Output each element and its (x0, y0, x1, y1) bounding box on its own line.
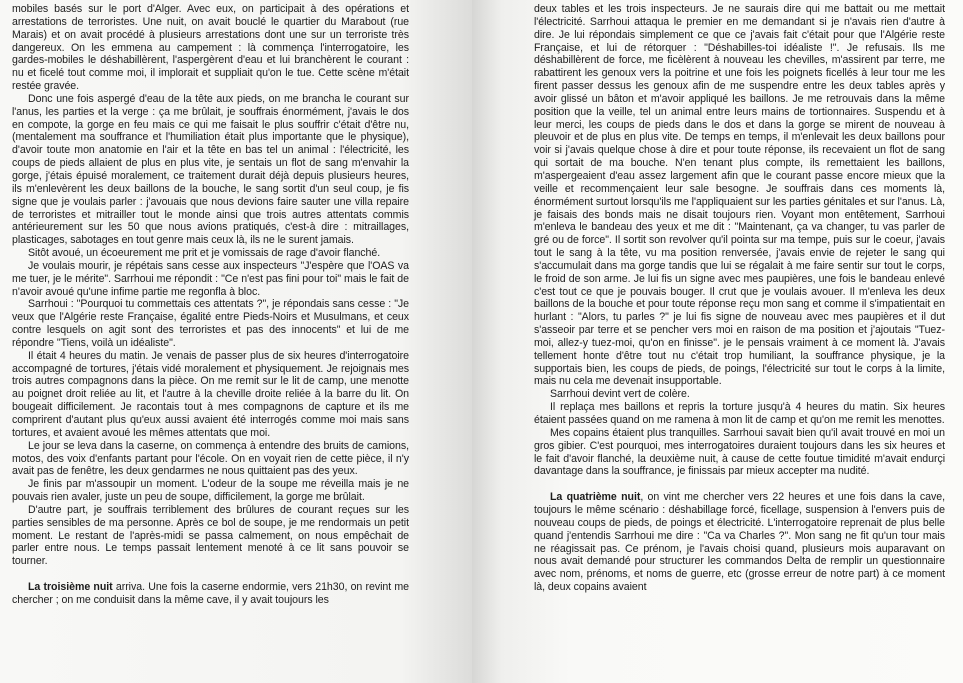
section-heading: La quatrième nuit (550, 491, 641, 504)
paragraph-text: , on vint me chercher vers 22 heures et une fois dans la cave, toujours le même scénario : déshabillage forcé, ficellage, suspension à l'envers puis de nouveau coups de pieds, de poings et électricité. L'interrogatoire reprenait de plus belle quand j'entendis Sarrhoui me dire : "Ca va Charles ?". Mon sang ne fit qu'un tour mais ne réagissait pas. Ce prénom, je l'avais choisi quand, plusieurs mois auparavant on nous avait demandé pour structurer les commandos Delta de remplir un questionnaire avec nom, prénoms, et noms de guerre, etc (grosse erreur de notre part) à ce moment là, deux copains avaient (534, 491, 945, 594)
paragraph-text: Je voulais mourir, je répétais sans cesse aux inspecteurs "J'espère que l'OAS va me tuer, je le mérite". Sarrhoui me répondit : "Ce n'est pas fini pour toi" mais le fait de n'avoir avoué qu'une infime partie me regonfla à bloc. (12, 259, 409, 298)
paragraph (12, 260, 409, 299)
paragraph-text: Mes copains étaient plus tranquilles. Sarrhoui savait bien qu'il avait trouvé en moi un gros gibier. C'est pourquoi, mes interrogatoires duraient toujours dans les six heures et le fait d'avoir flanché, la deuxième nuit, à cause de cette foutue timidité m'avait endurçi davantage dans la souffrance, je finissais par mieux accepter ma nudité. (534, 426, 945, 478)
paragraph (12, 247, 409, 260)
paragraph (12, 3, 409, 93)
paragraph (534, 491, 945, 594)
paragraph-text: Sarrhoui devint vert de colère. (550, 388, 690, 401)
paragraph-text: Donc une fois aspergé d'eau de la tête aux pieds, on me brancha le courant sur l'anus, les parties et la verge : ça me brûlait, je souffrais énormément, j'avais le dos en compote, la gorge en feu mais ce qui me faisait le plus souffrir c'était d'être nu, (mentalement ma souffrance et l'humiliation était plus importante que le physique), d'avoir toute mon anatomie en l'air et la tête en bas tel un animal : l'électricité, les coups de pieds allaient de plus en plus vite, je sentais un flot de sang m'envahir la gorge, j'étais épuisé moralement, ce traitement durait déjà depuis plusieurs heures, ils m'enlevèrent les deux baillons de la bouche, le sang sortit d'un seul coup, je fis signe que je voulais parler : j'avouais que nous devions faire sauter une villa repaire de terroristes et mitrailler tout le monde ainsi que trois autres attentats commis antérieurement sur les 50 que nous avions pratiqués, c'est-à dire : mitraillages, plasticages, sabotages en tout genre mais ceux là, ils ne le surent jamais. (12, 92, 409, 247)
paragraph (534, 388, 945, 401)
section-heading: La troisième nuit (28, 581, 113, 594)
paragraph (12, 350, 409, 440)
left-page (0, 0, 472, 683)
paragraph-text: Il replaça mes baillons et repris la torture jusqu'à 4 heures du matin. Six heures étaient passées quand on me ramena à mon lit de camp et qu'on me remit les menottes. (534, 401, 945, 426)
left-page-text-column (12, 3, 409, 607)
paragraph-text: Sarrhoui : "Pourquoi tu commettais ces attentats ?", je répondais sans cesse : "Je veux que l'Algérie reste Française, égalité entre Pieds-Noirs et Musulmans, et ceux contre lesquels on agit sont des terroristes et pas des innocents" et lui de me répondre "Tiens, voilà un idéaliste". (12, 298, 409, 349)
paragraph (12, 581, 409, 607)
paragraph-text: Le jour se leva dans la caserne, on commença à entendre des bruits de camions, motos, des voix d'enfants partant pour l'école. On en voyait rien de cette pièce, il n'y avait pas de fenêtre, les deux gendarmes ne nous quittaient pas des yeux. (12, 439, 409, 478)
paragraph-text: Je finis par m'assoupir un moment. L'odeur de la soupe me réveilla mais je ne pouvais rien avaler, juste un peu de soupe, difficilement, la gorge me brûlait. (12, 478, 409, 504)
paragraph (12, 93, 409, 247)
paragraph-text: Sitôt avoué, un écoeurement me prit et je vomissais de rage d'avoir flanché. (28, 247, 381, 260)
paragraph (12, 504, 409, 568)
paragraph (534, 427, 945, 478)
paragraph-text: mobiles basés sur le port d'Alger. Avec eux, on participait à des opérations et arrestations de terroristes. Une nuit, on avait bouclé le quartier du Marabout (rue Marais) et on avait procédé à plusieurs arrestations dont une sur un terroriste très dangereux. On les emmena au campement : là commença l'interrogatoire, les gardes-mobiles le déshabillèrent, l'aspergèrent d'eau et lui branchèrent le courant : nu et ficelé tout comme moi, il implorait et suppliait qu'on le tue. Cette scène m'était restée gravée. (12, 3, 409, 93)
paragraph (12, 440, 409, 479)
paragraph (12, 298, 409, 349)
paragraph (12, 478, 409, 504)
paragraph (534, 3, 945, 388)
paragraph-text: D'autre part, je souffrais terriblement des brûlures de courant reçues sur les parties sensibles de ma personne. Après ce bol de soupe, je me rendormais un petit moment. Le restant de l'après-midi se passa calmement, on nous empêchait de parler entre nous. Le temps passait lentement menoté à ce lit sans pouvoir se tourner. (12, 503, 409, 568)
right-page (472, 0, 963, 683)
paragraph-text: deux tables et les trois inspecteurs. Je ne saurais dire qui me battait ou me mettait l'électricité. Sarrhoui attaqua le premier en me demandant si je n'avais rien d'autre à dire. Je lui répondais simplement ce que ce j'avais fait c'était pour que l'Algérie reste Française, et lui de rétorquer : "Déshabilles-toi idéaliste !". Je refusais. Ils me déshabillèrent de force, me ficèlèrent à nouveau les chevilles, m'assirent par terre, me rabattirent les genoux vers la poitrine et une fois les poignets ficellés à leur tour me les firent passer dessus les genoux afin de me suspendre entre les deux tables après y avoir glissé un bâton et m'avoir appliqué les baillons. Je me retrouvais dans la même position que la veille, tel un animal entre leurs mains de tortionnaires. Suspendu et à leur merci, les coups de pieds dans le dos et dans la gorge se mirent de nouveau à pleuvoir et de plus en plus vite. De temps en temps, il m'enlevait les deux baillons pour voir si j'avais quelque chose à dire et pour toute réponse, ils recevaient un flot de sang qui sortait de ma bouche. N'en tenant plus compte, ils remettaient les baillons, m'aspergeaient d'eau assez largement afin que le courant passe encore mieux que la veille et recommençaient leur sale besogne. Je souffrais dans ces moments là, énormément surtout lorsqu'ils me l'appliquaient sur les parties génitales et sur l'anus. Là, je faisais des bonds mais ne disait toujours rien. Voyant mon entêtement, Sarrhoui m'enleva le bandeau des yeux et me dit : "Maintenant, ça va changer, tu vas parler de gré ou de force". Il sortit son revolver qu'il pointa sur ma tempe, puis sur le coeur, j'avais tout le sang à la tête, vu ma position renversée, j'avais envie de rejeter le sang qui s'accumulait dans ma gorge tandis que lui se régalait à me faire sentir sur tout le corps, le froid de son arme. Je lui fis un signe avec mes paupières, une fois le bandeau enlevé c'est tout ce que je pouvais bouger. Il crut que je voulais avouer. Il m'enleva les deux baillons de la bouche et pour toute réponse reçu mon sang et comme il s'impatientait en hurlant : "Alors, tu parles ?" je lui fis signe de nouveau avec mes paupières et il dut s'asseoir par terre et se pencher vers moi en raison de ma position et j'ajoutais "Tuez-moi, allez-y tuez-moi, qu'on en finisse". je le pensais vraiment à ce moment là. J'avais tellement honte d'être tout nu c'était trop humiliant, la souffrance physique, je la supportais bien, les coups de pieds, de poings, l'électricité sur tout le corps à la limite, mais nu cela me devenait insupportable. (534, 3, 945, 388)
paragraph (534, 401, 945, 427)
paragraph-text: Il était 4 heures du matin. Je venais de passer plus de six heures d'interrogatoire accompagné de tortures, j'étais vidé moralement et physiquement. Je rejoignais mes trois autres compagnons dans la pièce. On me remit sur le lit de camp, une menotte au poignet droit reliée au lit, et l'autre à la cheville droite reliée à la barre du lit. On bougeait difficilement. Je racontais tout à mes compagnons de capture et ils me comprirent d'autant plus qu'eux aussi avaient été interrogés comme moi mais sans tortures, et avaient avoué les mêmes attentats que moi. (12, 349, 409, 439)
right-page-text-column (534, 3, 945, 594)
paragraph-text: arriva. Une fois la caserne endormie, vers 21h30, on revint me chercher ; on me conduisit dans la même cave, il y avait toujours les (12, 581, 409, 606)
